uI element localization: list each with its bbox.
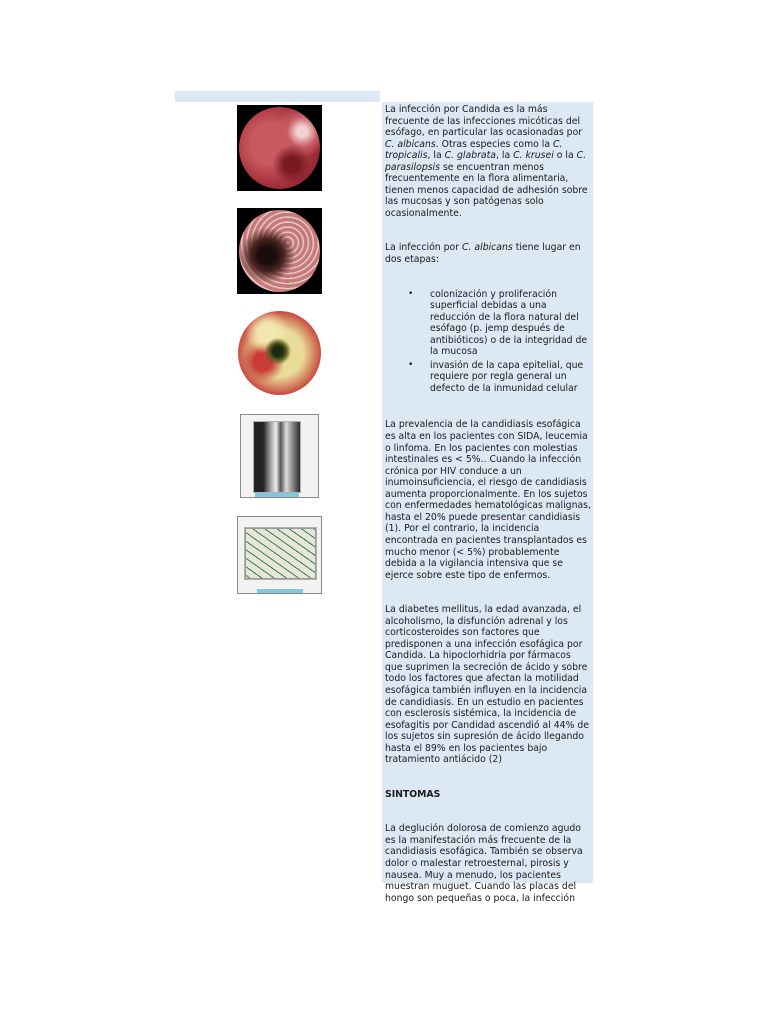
paragraph-prevalence: La prevalencia de la candidiasis esofágica es alta en los pacientes con SIDA, leucemia o linfoma. En los pacientes con molestias intestinales es < 5%.. Cuando la infección crónica por HIV conduce a un inumoinsuficiencia, el riesgo de candidiasis aumenta proporcionalmente. En los sujetos con enfermedades hematológicas malignas, hasta el 20% puede presentar candidiasis (1). Por el contrario, la incidencia encontrada en pacientes transplantados es mucho menor (< 5%) probablemente debida a la vigilancia intensiva que se ejerce sobre este tipo de enfermos. [385,419,591,581]
paragraph-symptoms: La deglución dolorosa de comienzo agudo es la manifestación más frecuente de la candidiasis esofágica. También se observa dolor o malestar retroesternal, pirosis y nausea. Muy a menudo, los pacientes muestran muguet. Cuando las placas del hongo son pequeñas o poca, la infección [385,823,583,904]
paragraph-stages: La infección por C. albicans tiene lugar en dos etapas: [385,242,581,266]
paragraph-intro: La infección por Candida es la más frecuente de las infecciones micóticas del esófago, en particular las ocasionadas por C. albicans. Otras especies como la C. tropicalis, la C. glabrata, la C. krusei o la C. parasilopsis se encuentran menos frecuentemente en la flora alimentaria, tienen menos capacidad de adhesión sobre las mucosas y son patógenas solo ocasionalmente. [385,104,588,219]
list-item: • invasión de la capa epitelial, que requiere por regla general un defecto de la inmunidad celular [408,359,584,394]
stages-list [385,289,591,395]
article-text-column [382,102,593,904]
endoscopy-image-2 [237,208,322,294]
paragraph-risk-factors: La diabetes mellitus, la edad avanzada, el alcoholismo, la disfunción adrenal y los corticosteroides son factores que predisponen a una infección esofágica por Candida. La hipoclorhidria por fármacos que suprimen la secreción de ácido y sobre todo los factores que afectan la motilidad esofágica también influyen en la incidencia de candidiasis. En un estudio en pacientes con esclerosis sistémica, la incidencia de esofagitis por Candidad ascendió al 44% de los sujetos sin supresión de ácido llegando hasta el 89% en los pacientes bajo tratamiento antiácido (2) [385,604,589,766]
endoscopy-image-1 [237,105,322,191]
section-heading: SINTOMAS [385,788,441,800]
endoscopy-image-3 [237,310,322,396]
radiograph-image [240,414,319,498]
header-bar [175,91,380,102]
micrograph-image [237,516,322,594]
list-item: • colonización y proliferación superficial debidas a una reducción de la flora natural del esófago (p. jemp después de antibióticos) o de la integridad de la mucosa [408,288,588,358]
